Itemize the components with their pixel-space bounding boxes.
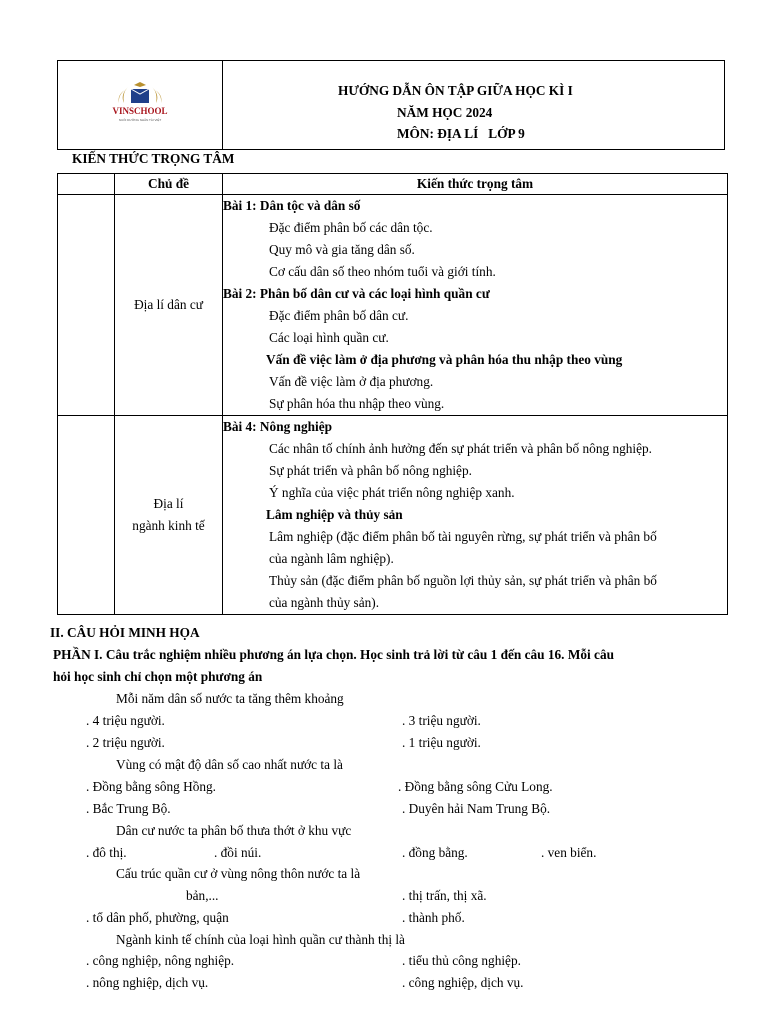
question-stem: Mỗi năm dân số nước ta tăng thêm khoảng [116, 691, 344, 706]
lesson-heading: Bài 4: Nông nghiệp [223, 419, 332, 434]
option-d: . 1 triệu người. [402, 735, 481, 750]
section2-title: II. CÂU HỎI MINH HỌA [50, 625, 200, 640]
question-stem: Dân cư nước ta phân bố thưa thớt ở khu vực [116, 823, 352, 838]
knowledge-item: Cơ cấu dân số theo nhóm tuổi và giới tính. [269, 264, 496, 279]
knowledge-item: Thủy sản (đặc điểm phân bố nguồn lợi thủy sản, sự phát triển và phân bố [269, 573, 657, 588]
section1-title: KIẾN THỨC TRỌNG TÂM [72, 151, 235, 166]
knowledge-item: Sự phát triển và phân bố nông nghiệp. [269, 463, 472, 478]
option-d: . ven biển. [541, 845, 597, 860]
lesson-heading: Bài 2: Phân bố dân cư và các loại hình quần cư [223, 286, 490, 301]
table-header-topic: Chủ đề [115, 174, 223, 195]
option-c: . tổ dân phố, phường, quận [86, 910, 229, 925]
doc-title: HƯỚNG DẪN ÔN TẬP GIỮA HỌC KÌ I [338, 83, 573, 98]
option-d: . thành phố. [402, 910, 465, 925]
row2-topic-line2: ngành kinh tế [132, 518, 205, 533]
row2-topic-line1: Địa lí [153, 496, 184, 511]
row2-blank [58, 416, 115, 615]
knowledge-item: Đặc điểm phân bố các dân tộc. [269, 220, 433, 235]
knowledge-item: Đặc điểm phân bố dân cư. [269, 308, 409, 323]
knowledge-item: Các loại hình quần cư. [269, 330, 389, 345]
option-b: . tiểu thủ công nghiệp. [402, 953, 521, 968]
lesson-heading: Vấn đề việc làm ở địa phương và phân hóa thu nhập theo vùng [266, 352, 623, 367]
option-c: . Bắc Trung Bộ. [86, 801, 171, 816]
part1-instruction: PHẦN I. Câu trắc nghiệm nhiều phương án lựa chọn. Học sinh trả lời từ câu 1 đến câu 16. Mỗi câu [53, 647, 614, 662]
option-d: . Duyên hải Nam Trung Bộ. [402, 801, 551, 816]
lesson-heading: Lâm nghiệp và thủy sản [266, 507, 403, 522]
knowledge-item: Ý nghĩa của việc phát triển nông nghiệp xanh. [269, 485, 515, 500]
header-box [57, 60, 725, 150]
option-a: bản,... [186, 888, 219, 903]
option-b: . 3 triệu người. [402, 713, 481, 728]
svg-text:NUÔI DƯỠNG NHÂN TÀI VIỆT: NUÔI DƯỠNG NHÂN TÀI VIỆT [118, 118, 162, 122]
option-b: . Đồng bằng sông Cửu Long. [398, 779, 553, 794]
question-stem: Cấu trúc quần cư ở vùng nông thôn nước ta là [116, 866, 361, 881]
knowledge-item: Vấn đề việc làm ở địa phương. [269, 374, 434, 389]
vinschool-logo [98, 81, 182, 133]
table-header-knowledge: Kiến thức trọng tâm [223, 174, 728, 195]
lesson-heading: Bài 1: Dân tộc và dân số [223, 198, 361, 213]
option-d: . công nghiệp, dịch vụ. [402, 975, 524, 990]
row2-topic [115, 416, 223, 615]
row1-blank [58, 195, 115, 416]
knowledge-item: của ngành thủy sản). [269, 595, 380, 610]
header-divider [222, 61, 223, 149]
part1-instruction-cont: hỏi học sinh chỉ chọn một phương án [53, 669, 263, 684]
option-a: . đô thị. [86, 845, 127, 860]
row1-content [223, 195, 728, 416]
knowledge-table [57, 173, 728, 615]
row2-content [223, 416, 728, 615]
option-c: . đồng bằng. [402, 845, 468, 860]
knowledge-item: Lâm nghiệp (đặc điểm phân bố tài nguyên rừng, sự phát triển và phân bố [269, 529, 657, 544]
knowledge-item: Các nhân tố chính ảnh hưởng đến sự phát triển và phân bố nông nghiệp. [269, 441, 652, 456]
subject-grade: MÔN: ĐỊA LÍ LỚP 9 [397, 126, 525, 141]
row1-topic: Địa lí dân cư [115, 195, 223, 416]
option-a: . Đồng bằng sông Hồng. [86, 779, 217, 794]
option-b: . đồi núi. [214, 845, 262, 860]
knowledge-item: của ngành lâm nghiệp). [269, 551, 394, 566]
question-stem: Vùng có mật độ dân số cao nhất nước ta là [116, 757, 343, 772]
option-b: . thị trấn, thị xã. [402, 888, 487, 903]
table-header-blank [58, 174, 115, 195]
school-year: NĂM HỌC 2024 [397, 105, 493, 120]
question-stem: Ngành kinh tế chính của loại hình quần cư thành thị là [116, 932, 405, 947]
option-c: . 2 triệu người. [86, 735, 165, 750]
knowledge-item: Quy mô và gia tăng dân số. [269, 242, 415, 257]
svg-text:VINSCHOOL: VINSCHOOL [112, 106, 168, 116]
option-a: . 4 triệu người. [86, 713, 165, 728]
option-c: . nông nghiệp, dịch vụ. [86, 975, 209, 990]
option-a: . công nghiệp, nông nghiệp. [86, 953, 235, 968]
knowledge-item: Sự phân hóa thu nhập theo vùng. [269, 396, 445, 411]
